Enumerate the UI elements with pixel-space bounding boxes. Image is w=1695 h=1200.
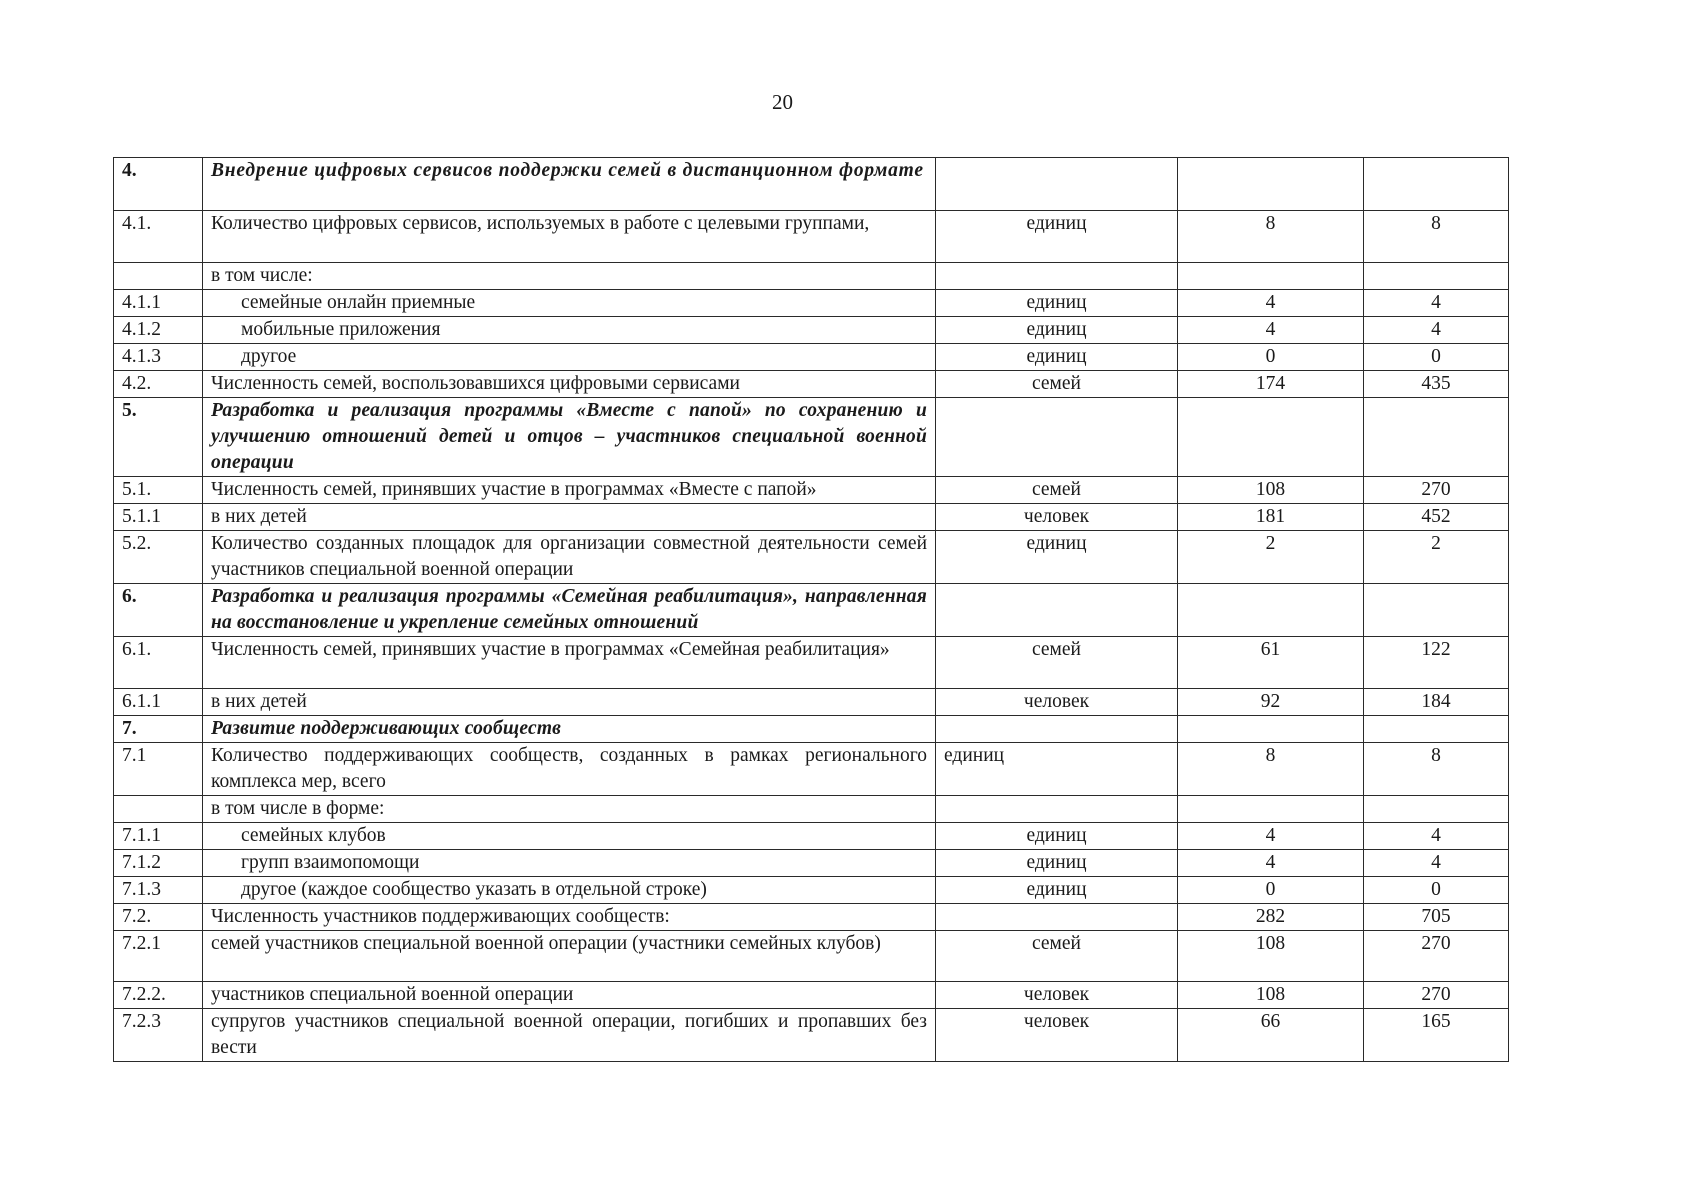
row-description: другое (каждое сообщество указать в отдельной строке)	[203, 877, 936, 904]
table-row	[114, 290, 1509, 317]
row-number: 7.2.3	[114, 1009, 203, 1062]
row-value-1: 108	[1178, 931, 1364, 982]
row-value-1: 0	[1178, 344, 1364, 371]
row-unit: единиц	[936, 211, 1178, 263]
row-number: 7.2.	[114, 904, 203, 931]
row-value-1: 4	[1178, 823, 1364, 850]
row-description: Развитие поддерживающих сообществ	[203, 716, 936, 743]
row-unit	[936, 263, 1178, 290]
row-value-1: 108	[1178, 477, 1364, 504]
row-number: 5.2.	[114, 531, 203, 584]
section-row	[114, 398, 1509, 477]
row-unit: единиц	[936, 531, 1178, 584]
row-number: 4.1.2	[114, 317, 203, 344]
row-unit: единиц	[936, 850, 1178, 877]
row-description: Внедрение цифровых сервисов поддержки семей в дистанционном формате	[203, 158, 936, 211]
row-unit	[936, 398, 1178, 477]
row-description: Количество цифровых сервисов, используемых в работе с целевыми группами,	[203, 211, 936, 263]
row-number: 7.	[114, 716, 203, 743]
row-description: групп взаимопомощи	[203, 850, 936, 877]
table-row	[114, 263, 1509, 290]
row-unit: человек	[936, 689, 1178, 716]
row-number: 7.1	[114, 743, 203, 796]
row-unit: семей	[936, 637, 1178, 689]
row-number	[114, 796, 203, 823]
row-description: в них детей	[203, 689, 936, 716]
row-unit: семей	[936, 371, 1178, 398]
row-value-2: 165	[1364, 1009, 1509, 1062]
table-row	[114, 904, 1509, 931]
row-unit: человек	[936, 504, 1178, 531]
row-value-1	[1178, 716, 1364, 743]
row-description: семейные онлайн приемные	[203, 290, 936, 317]
page-number: 20	[772, 90, 793, 114]
table-row	[114, 689, 1509, 716]
row-value-1	[1178, 158, 1364, 211]
row-value-2: 270	[1364, 931, 1509, 982]
row-value-1: 4	[1178, 290, 1364, 317]
row-description: семейных клубов	[203, 823, 936, 850]
row-value-2: 122	[1364, 637, 1509, 689]
row-unit: единиц	[936, 743, 1178, 796]
row-number	[114, 263, 203, 290]
table-body	[114, 158, 1509, 1062]
row-value-2: 184	[1364, 689, 1509, 716]
row-number: 5.	[114, 398, 203, 477]
row-unit: семей	[936, 477, 1178, 504]
row-value-2	[1364, 158, 1509, 211]
row-value-2: 4	[1364, 317, 1509, 344]
row-value-1: 0	[1178, 877, 1364, 904]
row-value-1	[1178, 796, 1364, 823]
row-value-1: 108	[1178, 982, 1364, 1009]
row-value-2: 270	[1364, 982, 1509, 1009]
row-value-1	[1178, 398, 1364, 477]
row-value-1: 4	[1178, 850, 1364, 877]
row-value-1: 4	[1178, 317, 1364, 344]
row-number: 7.1.3	[114, 877, 203, 904]
row-number: 6.1.	[114, 637, 203, 689]
row-description: другое	[203, 344, 936, 371]
row-value-2: 705	[1364, 904, 1509, 931]
row-number: 4.1.	[114, 211, 203, 263]
row-description: Разработка и реализация программы «Вместе с папой» по сохранению и улучшению отношений детей и отцов – участников специальной военной операции	[203, 398, 936, 477]
row-value-2: 4	[1364, 850, 1509, 877]
table-row	[114, 317, 1509, 344]
row-value-2	[1364, 263, 1509, 290]
row-value-1: 66	[1178, 1009, 1364, 1062]
row-value-1: 8	[1178, 211, 1364, 263]
row-number: 5.1.	[114, 477, 203, 504]
row-description: мобильные приложения	[203, 317, 936, 344]
row-value-2	[1364, 398, 1509, 477]
section-row	[114, 158, 1509, 211]
table-row	[114, 982, 1509, 1009]
row-value-2	[1364, 796, 1509, 823]
row-description: в том числе:	[203, 263, 936, 290]
row-description: Численность семей, принявших участие в программах «Вместе с папой»	[203, 477, 936, 504]
row-description: Численность семей, воспользовавшихся цифровыми сервисами	[203, 371, 936, 398]
row-number: 7.1.1	[114, 823, 203, 850]
table-row	[114, 931, 1509, 982]
row-value-2: 2	[1364, 531, 1509, 584]
table-row	[114, 1009, 1509, 1062]
row-unit: единиц	[936, 877, 1178, 904]
row-number: 4.1.1	[114, 290, 203, 317]
row-number: 4.1.3	[114, 344, 203, 371]
row-value-2	[1364, 584, 1509, 637]
row-unit: человек	[936, 982, 1178, 1009]
row-description: Количество поддерживающих сообществ, созданных в рамках регионального комплекса мер, всего	[203, 743, 936, 796]
row-description: участников специальной военной операции	[203, 982, 936, 1009]
table-row	[114, 211, 1509, 263]
table-row	[114, 371, 1509, 398]
row-value-1: 2	[1178, 531, 1364, 584]
table-row	[114, 877, 1509, 904]
row-unit	[936, 904, 1178, 931]
table-row	[114, 823, 1509, 850]
row-value-2	[1364, 716, 1509, 743]
row-number: 6.	[114, 584, 203, 637]
section-row	[114, 716, 1509, 743]
row-value-1: 61	[1178, 637, 1364, 689]
row-unit: единиц	[936, 344, 1178, 371]
row-value-2: 8	[1364, 211, 1509, 263]
row-value-2: 452	[1364, 504, 1509, 531]
row-number: 4.2.	[114, 371, 203, 398]
row-description: в том числе в форме:	[203, 796, 936, 823]
row-unit: единиц	[936, 317, 1178, 344]
table-row	[114, 796, 1509, 823]
row-number: 7.1.2	[114, 850, 203, 877]
row-unit	[936, 796, 1178, 823]
table-row	[114, 344, 1509, 371]
row-value-1	[1178, 584, 1364, 637]
row-number: 5.1.1	[114, 504, 203, 531]
table-row	[114, 477, 1509, 504]
row-unit	[936, 584, 1178, 637]
row-unit: человек	[936, 1009, 1178, 1062]
row-unit: семей	[936, 931, 1178, 982]
row-number: 7.2.2.	[114, 982, 203, 1009]
row-description: супругов участников специальной военной операции, погибших и пропавших без вести	[203, 1009, 936, 1062]
row-description: в них детей	[203, 504, 936, 531]
row-value-1: 174	[1178, 371, 1364, 398]
row-value-1	[1178, 263, 1364, 290]
row-description: Численность семей, принявших участие в программах «Семейная реабилитация»	[203, 637, 936, 689]
row-value-2: 0	[1364, 344, 1509, 371]
row-value-2: 4	[1364, 823, 1509, 850]
row-number: 4.	[114, 158, 203, 211]
table-row	[114, 504, 1509, 531]
table-row	[114, 743, 1509, 796]
row-value-1: 8	[1178, 743, 1364, 796]
row-unit: единиц	[936, 290, 1178, 317]
row-number: 6.1.1	[114, 689, 203, 716]
table-row	[114, 531, 1509, 584]
row-value-2: 4	[1364, 290, 1509, 317]
row-value-1: 181	[1178, 504, 1364, 531]
section-row	[114, 584, 1509, 637]
row-description: Разработка и реализация программы «Семейная реабилитация», направленная на восстановление и укрепление семейных отношений	[203, 584, 936, 637]
row-description: Количество созданных площадок для организации совместной деятельности семей участников специальной военной операции	[203, 531, 936, 584]
row-value-2: 270	[1364, 477, 1509, 504]
row-description: семей участников специальной военной операции (участники семейных клубов)	[203, 931, 936, 982]
row-number: 7.2.1	[114, 931, 203, 982]
row-value-1: 92	[1178, 689, 1364, 716]
table-row	[114, 850, 1509, 877]
row-value-2: 0	[1364, 877, 1509, 904]
row-value-2: 435	[1364, 371, 1509, 398]
row-unit: единиц	[936, 823, 1178, 850]
indicators-table	[113, 157, 1509, 1062]
row-unit	[936, 716, 1178, 743]
row-value-1: 282	[1178, 904, 1364, 931]
table-row	[114, 637, 1509, 689]
row-unit	[936, 158, 1178, 211]
row-value-2: 8	[1364, 743, 1509, 796]
row-description: Численность участников поддерживающих сообществ:	[203, 904, 936, 931]
